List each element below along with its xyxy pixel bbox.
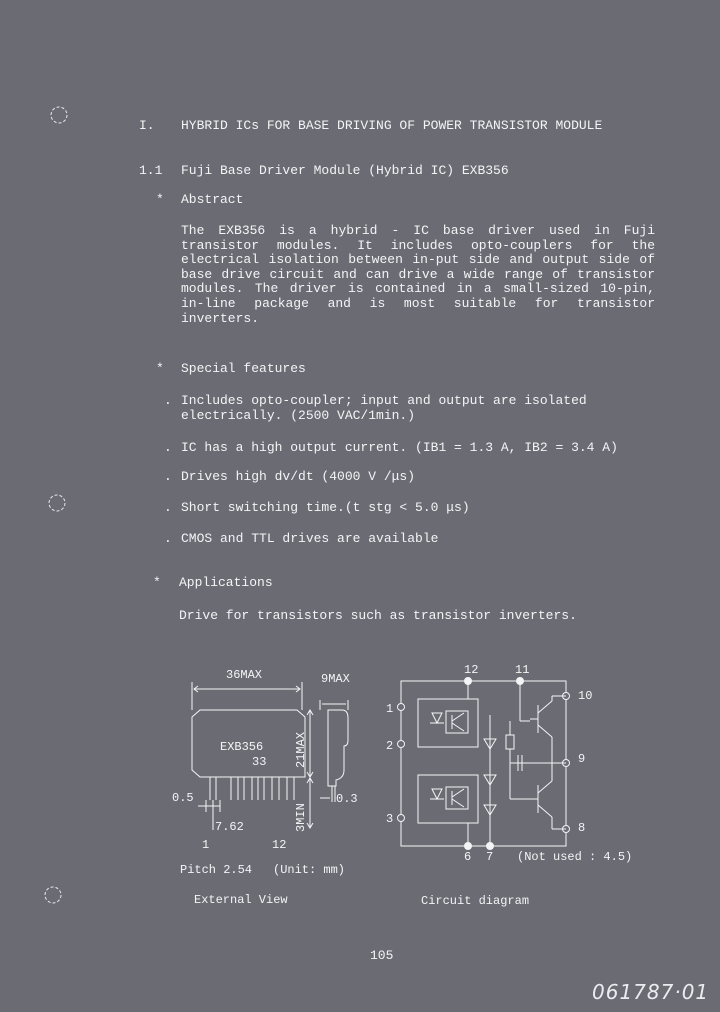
feature-text: CMOS and TTL drives are available xyxy=(181,531,439,546)
feature-text: IC has a high output current. (IB1 = 1.3 A, IB2 = 3.4 A) xyxy=(181,440,618,455)
pin-12-label: 12 xyxy=(464,663,479,677)
feature-text-cont: electrically. (2500 VAC/1min.) xyxy=(181,408,416,423)
feature-bullet: . xyxy=(164,531,172,546)
subsection-title: Fuji Base Driver Module (Hybrid IC) EXB356 xyxy=(181,163,509,178)
feature-text: Drives high dv/dt (4000 V /μs) xyxy=(181,469,416,484)
punch-hole-mark xyxy=(42,488,72,518)
dim-width-label: 36MAX xyxy=(226,668,263,682)
pin-10-label: 10 xyxy=(578,689,593,703)
part-label: EXB356 xyxy=(220,740,264,754)
circuit-caption: Circuit diagram xyxy=(421,894,530,908)
external-view-caption: External View xyxy=(194,893,288,907)
applications-heading: Applications xyxy=(179,575,273,590)
pitch-note: Pitch 2.54 xyxy=(180,863,253,877)
feature-text: Short switching time.(t stg < 5.0 μs) xyxy=(181,500,470,515)
punch-hole-mark xyxy=(38,880,68,910)
feature-bullet: . xyxy=(164,469,172,484)
pin-first-label: 1 xyxy=(202,838,210,852)
pin-11-label: 11 xyxy=(515,663,530,677)
feature-bullet: . xyxy=(164,440,172,455)
features-marker: * xyxy=(156,361,164,376)
feature-text: Includes opto-coupler; input and output are isolated xyxy=(181,393,587,408)
applications-marker: * xyxy=(153,575,161,590)
feature-bullet: . xyxy=(164,500,172,515)
page-number: 105 xyxy=(370,948,394,963)
circuit-diagram xyxy=(380,655,633,870)
dim-depth-label: 9MAX xyxy=(321,672,350,686)
pin-last-label: 12 xyxy=(272,838,287,852)
dim-span-label: 7.62 xyxy=(215,820,244,834)
abstract-heading: Abstract xyxy=(181,192,244,207)
dim-lead-label: 3MIN xyxy=(294,803,308,832)
pin-1-label: 1 xyxy=(386,702,394,716)
pin-3-label: 3 xyxy=(386,812,394,826)
features-heading: Special features xyxy=(181,361,306,376)
external-view-drawing xyxy=(160,660,370,885)
pin-8-label: 8 xyxy=(578,821,586,835)
section-number: I. xyxy=(139,118,155,133)
pin-9-label: 9 xyxy=(578,752,586,766)
abstract-marker: * xyxy=(156,192,164,207)
pin-2-label: 2 xyxy=(386,739,394,753)
unit-note: (Unit: mm) xyxy=(273,863,346,877)
applications-text: Drive for transistors such as transistor inverters. xyxy=(179,608,577,623)
abstract-text: The EXB356 is a hybrid - IC base driver used in Fuji transistor modules. It includes opto-couplers for the electrical isolation between in-put side and output side of base drive circuit and can drive a wide range of transistor modules. The driver is contained in a small-sized 10-pin, in-line package and is most suitable for transistor inverters. xyxy=(181,223,655,326)
subsection-number: 1.1 xyxy=(139,163,163,178)
dim-thickness-label: 0.3 xyxy=(336,792,358,806)
dim-pin-width-label: 0.5 xyxy=(172,791,194,805)
dim-height-label: 21MAX xyxy=(294,731,308,768)
part-code: 33 xyxy=(252,755,267,769)
pin-6-label: 6 xyxy=(464,850,472,864)
punch-hole-mark xyxy=(44,100,74,130)
serial-number: 061787·01 xyxy=(592,980,710,1004)
section-title: HYBRID ICs FOR BASE DRIVING OF POWER TRANSISTOR MODULE xyxy=(181,118,603,133)
not-used-note: (Not used : 4.5) xyxy=(517,850,633,864)
feature-bullet: . xyxy=(164,393,172,408)
pin-7-label: 7 xyxy=(486,850,494,864)
